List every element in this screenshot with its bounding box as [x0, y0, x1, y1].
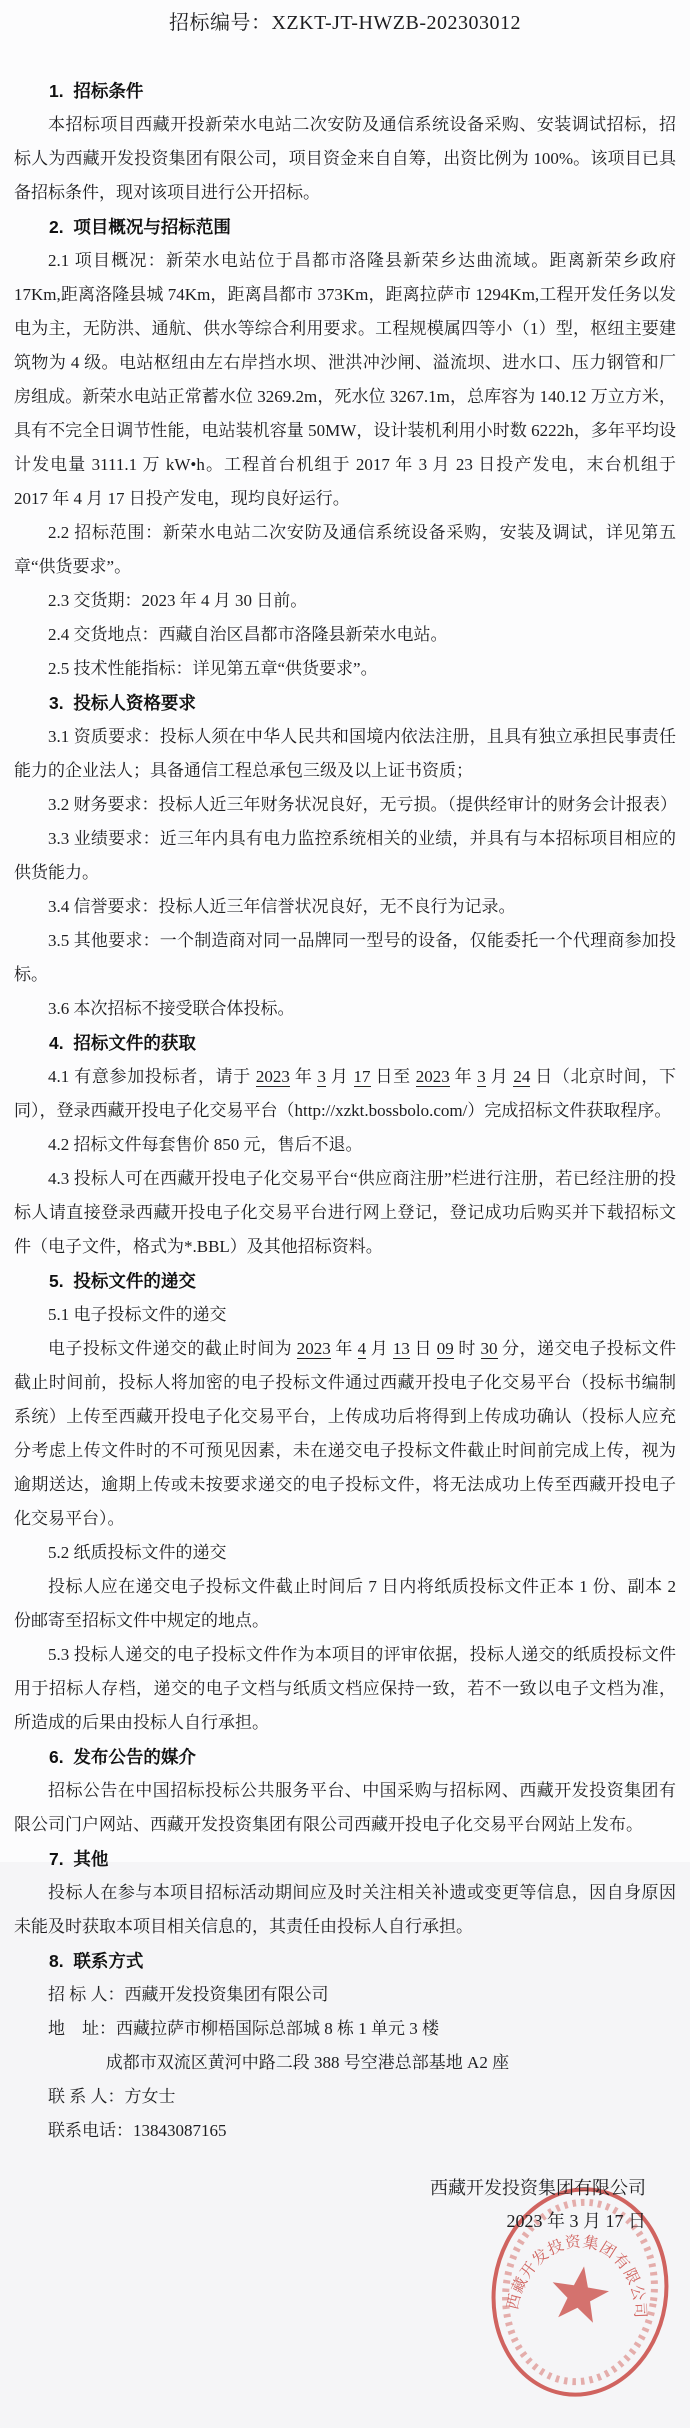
signature-date: 2023 年 3 月 17 日: [506, 2211, 646, 2231]
contact-phone-line: 联系电话：13843087165: [48, 2121, 227, 2140]
paragraph: 3.4 信誉要求：投标人近三年信誉状况良好，无不良行为记录。: [48, 897, 516, 916]
signature-company: 西藏开发投资集团有限公司: [430, 2178, 646, 2198]
paragraph: 2.4 交货地点：西藏自治区昌都市洛隆县新荣水电站。: [48, 625, 448, 644]
contact-person-line: 联 系 人：方女士: [48, 2087, 176, 2106]
section-heading-4: 4. 招标文件的获取: [49, 1033, 196, 1053]
seal-star-icon: [547, 2262, 612, 2325]
paragraph: 投标人在参与本项目招标活动期间应及时关注相关补遗或变更等信息，因自身原因未能及时获取本项目相关信息的，其责任由投标人自行承担。: [14, 1883, 676, 1936]
tender-number-line: 招标编号：XZKT-JT-HWZB-202303012: [168, 12, 521, 34]
paragraph: 3.6 本次招标不接受联合体投标。: [48, 999, 295, 1018]
section-heading-6: 6. 发布公告的媒介: [49, 1747, 196, 1767]
seal-arc-text: 西藏开发投资集团有限公司: [504, 2233, 649, 2320]
paragraph: 本招标项目西藏开投新荣水电站二次安防及通信系统设备采购、安装调试招标，招标人为西藏开发投资集团有限公司，项目资金来自自筹，出资比例为 100%。该项目已具备招标条件，现对该项目进行公开招标。: [14, 115, 676, 202]
paragraph: 4.2 招标文件每套售价 850 元，售后不退。: [48, 1135, 363, 1154]
paragraph: 5.2 纸质投标文件的递交: [48, 1543, 227, 1562]
paragraph: 2.1 项目概况：新荣水电站位于昌都市洛隆县新荣乡达曲流域。距离新荣乡政府 17Km,距离洛隆县城 74Km，距离昌都市 373Km，距离拉萨市 1294Km,工程开发任务以发电为主，无防洪、通航、供水等综合利用要求。工程规模属四等小（1）型，枢纽主要建筑物为 4 级。电站枢纽由左右岸挡水坝、泄洪冲沙闸、溢流坝、进水口、压力钢管和厂房组成。新荣水电站正常蓄水位 3269.2m，死水位 3267.1m，总库容为 140.12 万立方米，具有不完全日调节性能，电站装机容量 50MW，设计装机利用小时数 6222h，多年平均设计发电量 3111.1 万 kW•h。工程首台机组于 2017 年 3 月 23 日投产发电，末台机组于 2017 年 4 月 17 日投产发电，现均良好运行。: [14, 251, 681, 508]
contact-bidder-line: 招 标 人：西藏开发投资集团有限公司: [48, 1985, 329, 2004]
section-heading-8: 8. 联系方式: [49, 1951, 144, 1971]
signature-block: [14, 2172, 676, 2238]
paragraph: 投标人应在递交电子投标文件截止时间后 7 日内将纸质投标文件正本 1 份、副本 2 份邮寄至招标文件中规定的地点。: [14, 1577, 681, 1630]
paragraph: 3.5 其他要求：一个制造商对同一品牌同一型号的设备，仅能委托一个代理商参加投标。: [14, 931, 676, 984]
section-heading-1: 1. 招标条件: [49, 81, 144, 101]
paragraph: 3.1 资质要求：投标人须在中华人民共和国境内依法注册，且具有独立承担民事责任能力的企业法人；具备通信工程总承包三级及以上证书资质；: [14, 727, 676, 780]
paragraph: 5.1 电子投标文件的递交: [48, 1305, 227, 1324]
paragraph: 4.1 有意参加投标者，请于 2023 年 3 月 17 日至 2023 年 3 月 24 日（北京时间，下同），登录西藏开投电子化交易平台（http://xzkt.bossbolo.com/）完成招标文件获取程序。: [14, 1067, 677, 1120]
paragraph: 4.3 投标人可在西藏开投电子化交易平台“供应商注册”栏进行注册，若已经注册的投标人请直接登录西藏开投电子化交易平台进行网上登记，登记成功后购买并下载招标文件（电子文件，格式为*.BBL）及其他招标资料。: [14, 1169, 676, 1256]
paragraph: 2.3 交货期：2023 年 4 月 30 日前。: [48, 591, 308, 610]
paragraph: 招标公告在中国招标投标公共服务平台、中国采购与招标网、西藏开发投资集团有限公司门户网站、西藏开发投资集团有限公司西藏开投电子化交易平台网站上发布。: [14, 1781, 676, 1834]
paragraph: 5.3 投标人递交的电子投标文件作为本项目的评审依据，投标人递交的纸质投标文件用于招标人存档，递交的电子文档与纸质文档应保持一致，若不一致以电子文档为准，所造成的后果由投标人自行承担。: [14, 1645, 676, 1732]
contact-address-line-2: 成都市双流区黄河中路二段 388 号空港总部基地 A2 座: [105, 2053, 510, 2072]
paragraph: 3.3 业绩要求：近三年内具有电力监控系统相关的业绩，并具有与本招标项目相应的供货能力。: [14, 829, 676, 882]
paragraph: 2.5 技术性能指标：详见第五章“供货要求”。: [48, 659, 378, 678]
section-heading-7: 7. 其他: [49, 1849, 109, 1869]
section-heading-5: 5. 投标文件的递交: [49, 1271, 196, 1291]
contact-address-line: 地 址：西藏拉萨市柳梧国际总部城 8 栋 1 单元 3 楼: [48, 2019, 439, 2038]
section-heading-2: 2. 项目概况与招标范围: [49, 217, 231, 237]
paragraph: 3.2 财务要求：投标人近三年财务状况良好，无亏损。（提供经审计的财务会计报表）: [48, 795, 677, 814]
section-heading-3: 3. 投标人资格要求: [49, 693, 196, 713]
paragraph: 2.2 招标范围：新荣水电站二次安防及通信系统设备采购，安装及调试，详见第五章“供货要求”。: [14, 523, 676, 576]
paragraph: 电子投标文件递交的截止时间为 2023 年 4 月 13 日 09 时 30 分，递交电子投标文件截止时间前，投标人将加密的电子投标文件通过西藏开投电子化交易平台（投标书编制系统）上传至西藏开投电子化交易平台，上传成功后将得到上传成功确认（投标人应充分考虑上传文件时的不可预见因素，未在递交电子投标文件截止时间前完成上传，视为逾期送达，逾期上传或未按要求递交的电子投标文件，将无法成功上传至西藏开投电子化交易平台）。: [14, 1339, 677, 1528]
